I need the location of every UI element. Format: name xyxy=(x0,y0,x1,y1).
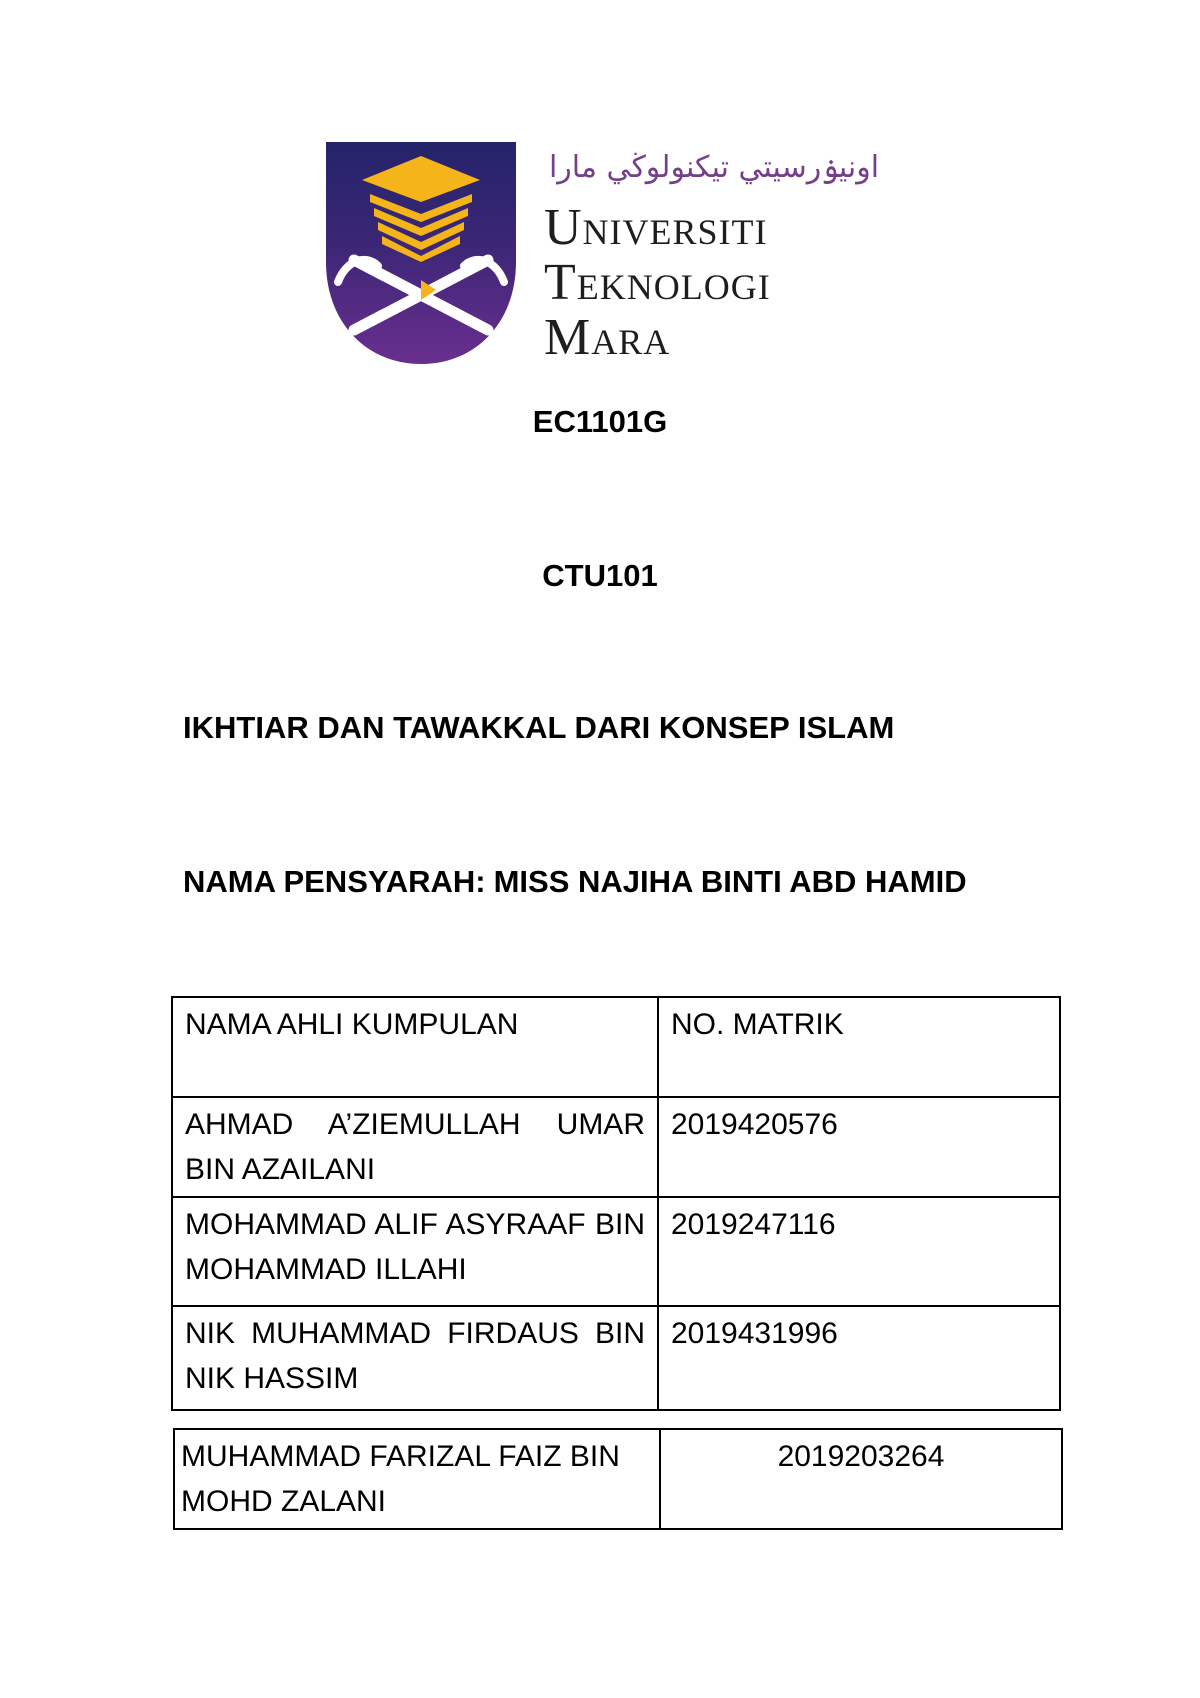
university-name xyxy=(544,200,771,365)
lecturer-name: MISS NAJIHA BINTI ABD HAMID xyxy=(493,864,967,899)
member-matric: 2019431996 xyxy=(658,1306,1060,1410)
member-matric: 2019420576 xyxy=(658,1097,1060,1197)
university-name-line-1: Universiti xyxy=(544,199,768,256)
member-matric: 2019203264 xyxy=(660,1429,1062,1529)
university-crest-icon xyxy=(326,142,516,364)
member-matric: 2019247116 xyxy=(658,1197,1060,1306)
lecturer-line xyxy=(183,864,967,900)
extra-member-table xyxy=(173,1428,1063,1530)
member-name: NIK MUHAMMAD FIRDAUS BIN NIK HASSIM xyxy=(172,1306,658,1410)
jawi-university-name: اونيۏرسيتي تيكنولوڬي مارا xyxy=(548,150,880,185)
lecturer-label: NAMA PENSYARAH: xyxy=(183,864,486,899)
course-code: EC1101G xyxy=(532,404,668,439)
table-row xyxy=(172,1097,1060,1197)
table-row xyxy=(174,1429,1062,1529)
table-header-row xyxy=(172,997,1060,1097)
member-name: MOHAMMAD ALIF ASYRAAF BIN MOHAMMAD ILLAHI xyxy=(172,1197,658,1306)
header-member-name: NAMA AHLI KUMPULAN xyxy=(172,997,658,1097)
subject-code: CTU101 xyxy=(542,558,658,593)
member-name: MUHAMMAD FARIZAL FAIZ BIN MOHD ZALANI xyxy=(174,1429,660,1529)
table-row xyxy=(172,1197,1060,1306)
assignment-title: IKHTIAR DAN TAWAKKAL DARI KONSEP ISLAM xyxy=(183,710,895,745)
member-name: AHMAD A’ZIEMULLAH UMAR BIN AZAILANI xyxy=(172,1097,658,1197)
university-name-line-3: Mara xyxy=(544,309,671,366)
header-matric-no: NO. MATRIK xyxy=(658,997,1060,1097)
group-members-table xyxy=(171,996,1061,1411)
university-logo xyxy=(326,142,886,367)
university-name-line-2: Teknologi xyxy=(544,254,771,311)
table-row xyxy=(172,1306,1060,1410)
